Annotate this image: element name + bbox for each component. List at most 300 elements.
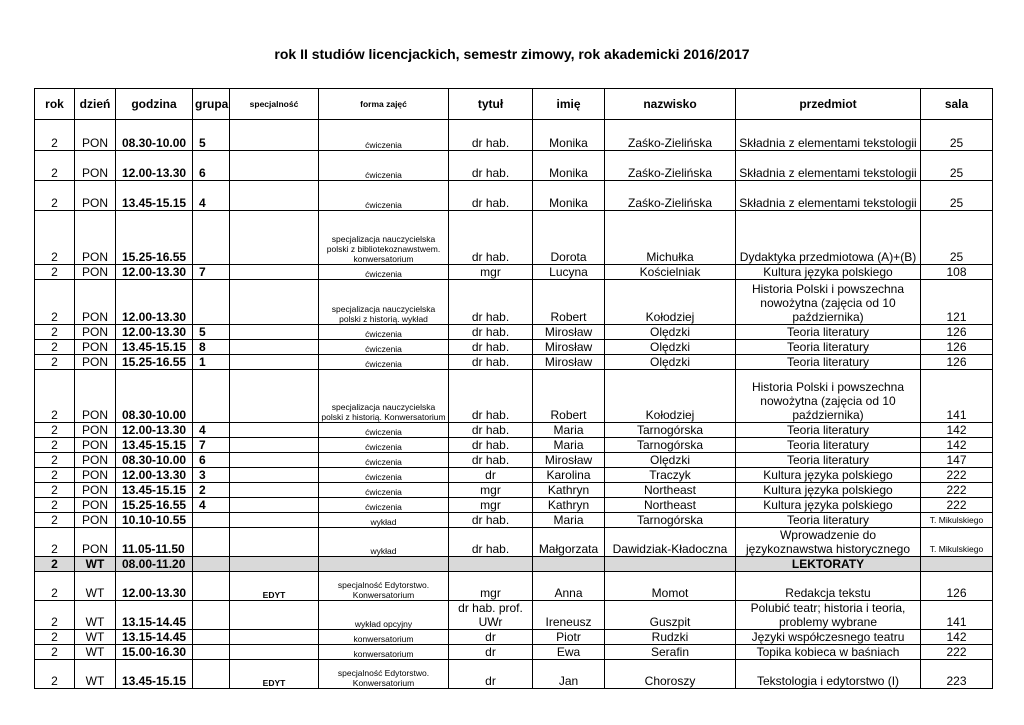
cell-tytul: dr hab. bbox=[449, 211, 533, 265]
header-sala: sala bbox=[921, 89, 993, 120]
cell-przedmiot: Składnia z elementami tekstologii bbox=[736, 151, 921, 181]
cell-przedmiot: Języki współczesnego teatru bbox=[736, 630, 921, 645]
cell-sala: 25 bbox=[921, 211, 993, 265]
cell-godzina: 13.45-15.15 bbox=[116, 181, 193, 211]
cell-tytul: dr hab. bbox=[449, 340, 533, 355]
cell-grupa: 4 bbox=[193, 181, 230, 211]
cell-forma: ćwiczenia bbox=[319, 120, 449, 151]
cell-grupa: 7 bbox=[193, 265, 230, 280]
table-row bbox=[35, 453, 993, 468]
cell-spec bbox=[230, 468, 319, 483]
table-row bbox=[35, 211, 993, 265]
cell-forma: ćwiczenia bbox=[319, 438, 449, 453]
cell-grupa: 5 bbox=[193, 120, 230, 151]
table-row bbox=[35, 572, 993, 601]
cell-przedmiot: Składnia z elementami tekstologii bbox=[736, 181, 921, 211]
cell-godzina: 12.00-13.30 bbox=[116, 572, 193, 601]
cell-nazwisko: Momot bbox=[605, 572, 736, 601]
cell-spec bbox=[230, 181, 319, 211]
cell-dzien: PON bbox=[75, 370, 116, 423]
cell-dzien: PON bbox=[75, 211, 116, 265]
cell-spec bbox=[230, 498, 319, 513]
cell-przedmiot: Redakcja tekstu bbox=[736, 572, 921, 601]
cell-przedmiot: Wprowadzenie do językoznawstwa historycznego bbox=[736, 528, 921, 557]
cell-nazwisko: Northeast bbox=[605, 483, 736, 498]
table-row bbox=[35, 557, 993, 572]
cell-sala: 126 bbox=[921, 325, 993, 340]
cell-sala: 121 bbox=[921, 280, 993, 325]
table-row bbox=[35, 528, 993, 557]
cell-godzina: 11.05-11.50 bbox=[116, 528, 193, 557]
cell-dzien: PON bbox=[75, 325, 116, 340]
cell-godzina: 08.30-10.00 bbox=[116, 453, 193, 468]
cell-spec bbox=[230, 280, 319, 325]
cell-forma: ćwiczenia bbox=[319, 265, 449, 280]
cell-sala bbox=[921, 557, 993, 572]
cell-nazwisko: Zaśko-Zielińska bbox=[605, 181, 736, 211]
cell-tytul: mgr bbox=[449, 498, 533, 513]
cell-tytul: dr hab. bbox=[449, 151, 533, 181]
table-row bbox=[35, 423, 993, 438]
table-row bbox=[35, 151, 993, 181]
schedule-table bbox=[34, 88, 993, 689]
cell-tytul: dr hab. bbox=[449, 355, 533, 370]
header-tytul: tytuł bbox=[449, 89, 533, 120]
cell-rok: 2 bbox=[35, 181, 75, 211]
cell-godzina: 13.45-15.15 bbox=[116, 483, 193, 498]
cell-grupa bbox=[193, 211, 230, 265]
cell-nazwisko: Choroszy bbox=[605, 660, 736, 689]
cell-sala: 222 bbox=[921, 498, 993, 513]
cell-nazwisko: Northeast bbox=[605, 498, 736, 513]
cell-dzien: WT bbox=[75, 660, 116, 689]
cell-przedmiot: Teoria literatury bbox=[736, 438, 921, 453]
cell-rok: 2 bbox=[35, 630, 75, 645]
cell-godzina: 12.00-13.30 bbox=[116, 151, 193, 181]
cell-rok: 2 bbox=[35, 468, 75, 483]
cell-nazwisko: Olędzki bbox=[605, 453, 736, 468]
cell-spec bbox=[230, 438, 319, 453]
cell-tytul: dr hab. bbox=[449, 181, 533, 211]
cell-grupa: 5 bbox=[193, 325, 230, 340]
cell-sala: 25 bbox=[921, 181, 993, 211]
cell-tytul: dr hab. bbox=[449, 513, 533, 528]
cell-grupa: 6 bbox=[193, 453, 230, 468]
cell-imie: Robert bbox=[533, 370, 605, 423]
cell-imie: Maria bbox=[533, 423, 605, 438]
cell-imie: Kathryn bbox=[533, 483, 605, 498]
cell-dzien: PON bbox=[75, 181, 116, 211]
cell-imie: Maria bbox=[533, 438, 605, 453]
cell-rok: 2 bbox=[35, 438, 75, 453]
cell-sala: 126 bbox=[921, 340, 993, 355]
cell-rok: 2 bbox=[35, 557, 75, 572]
cell-dzien: PON bbox=[75, 513, 116, 528]
cell-godzina: 12.00-13.30 bbox=[116, 265, 193, 280]
cell-imie: Jan bbox=[533, 660, 605, 689]
cell-imie: Dorota bbox=[533, 211, 605, 265]
cell-nazwisko: Tarnogórska bbox=[605, 513, 736, 528]
table-row bbox=[35, 438, 993, 453]
cell-tytul: dr bbox=[449, 630, 533, 645]
cell-spec bbox=[230, 340, 319, 355]
cell-tytul: dr hab. bbox=[449, 453, 533, 468]
cell-godzina: 13.45-15.15 bbox=[116, 340, 193, 355]
cell-dzien: PON bbox=[75, 280, 116, 325]
cell-nazwisko: Dawidziak-Kładoczna bbox=[605, 528, 736, 557]
cell-grupa: 3 bbox=[193, 468, 230, 483]
cell-imie: Robert bbox=[533, 280, 605, 325]
cell-rok: 2 bbox=[35, 498, 75, 513]
cell-sala: 142 bbox=[921, 423, 993, 438]
cell-grupa: 8 bbox=[193, 340, 230, 355]
cell-grupa bbox=[193, 528, 230, 557]
cell-forma: ćwiczenia bbox=[319, 483, 449, 498]
cell-sala: 222 bbox=[921, 468, 993, 483]
cell-spec: EDYT bbox=[230, 660, 319, 689]
cell-przedmiot: Historia Polski i powszechna nowożytna (zajęcia od 10 października) bbox=[736, 370, 921, 423]
cell-forma: konwersatorium bbox=[319, 645, 449, 660]
cell-forma: wykład bbox=[319, 513, 449, 528]
cell-rok: 2 bbox=[35, 355, 75, 370]
cell-rok: 2 bbox=[35, 660, 75, 689]
cell-spec bbox=[230, 151, 319, 181]
cell-nazwisko: Zaśko-Zielińska bbox=[605, 120, 736, 151]
cell-nazwisko: Michułka bbox=[605, 211, 736, 265]
cell-forma: ćwiczenia bbox=[319, 453, 449, 468]
cell-imie: Monika bbox=[533, 151, 605, 181]
table-row bbox=[35, 498, 993, 513]
header-dzien: dzień bbox=[75, 89, 116, 120]
header-grupa: grupa bbox=[193, 89, 230, 120]
cell-nazwisko: Kościelniak bbox=[605, 265, 736, 280]
cell-dzien: PON bbox=[75, 528, 116, 557]
cell-grupa: 4 bbox=[193, 498, 230, 513]
cell-dzien: WT bbox=[75, 572, 116, 601]
cell-dzien: WT bbox=[75, 630, 116, 645]
cell-sala: 25 bbox=[921, 151, 993, 181]
table-row bbox=[35, 601, 993, 630]
cell-imie: Mirosław bbox=[533, 340, 605, 355]
cell-sala: 141 bbox=[921, 601, 993, 630]
cell-przedmiot: Dydaktyka przedmiotowa (A)+(B) bbox=[736, 211, 921, 265]
cell-spec bbox=[230, 557, 319, 572]
cell-grupa bbox=[193, 557, 230, 572]
header-nazwisko: nazwisko bbox=[605, 89, 736, 120]
cell-spec bbox=[230, 325, 319, 340]
cell-rok: 2 bbox=[35, 370, 75, 423]
cell-forma: ćwiczenia bbox=[319, 151, 449, 181]
cell-grupa bbox=[193, 513, 230, 528]
table-row bbox=[35, 660, 993, 689]
cell-sala: T. Mikulskiego bbox=[921, 528, 993, 557]
cell-forma: ćwiczenia bbox=[319, 181, 449, 211]
cell-przedmiot: Teoria literatury bbox=[736, 513, 921, 528]
cell-sala: 25 bbox=[921, 120, 993, 151]
cell-grupa bbox=[193, 601, 230, 630]
cell-godzina: 15.25-16.55 bbox=[116, 211, 193, 265]
cell-nazwisko: Traczyk bbox=[605, 468, 736, 483]
cell-dzien: PON bbox=[75, 265, 116, 280]
cell-imie: Ireneusz bbox=[533, 601, 605, 630]
cell-spec bbox=[230, 483, 319, 498]
cell-spec bbox=[230, 211, 319, 265]
cell-spec bbox=[230, 370, 319, 423]
cell-godzina: 12.00-13.30 bbox=[116, 325, 193, 340]
cell-dzien: PON bbox=[75, 483, 116, 498]
cell-godzina: 15.25-16.55 bbox=[116, 355, 193, 370]
cell-tytul: dr hab. bbox=[449, 528, 533, 557]
cell-forma: ćwiczenia bbox=[319, 355, 449, 370]
header-imie: imię bbox=[533, 89, 605, 120]
cell-imie: Małgorzata bbox=[533, 528, 605, 557]
cell-nazwisko: Serafin bbox=[605, 645, 736, 660]
cell-przedmiot: Teoria literatury bbox=[736, 453, 921, 468]
cell-imie: Mirosław bbox=[533, 453, 605, 468]
cell-forma: ćwiczenia bbox=[319, 423, 449, 438]
cell-rok: 2 bbox=[35, 453, 75, 468]
table-row bbox=[35, 355, 993, 370]
cell-forma bbox=[319, 557, 449, 572]
cell-grupa: 2 bbox=[193, 483, 230, 498]
cell-grupa: 7 bbox=[193, 438, 230, 453]
cell-tytul: dr bbox=[449, 468, 533, 483]
cell-dzien: PON bbox=[75, 340, 116, 355]
header-forma: forma zajęć bbox=[319, 89, 449, 120]
cell-tytul: mgr bbox=[449, 572, 533, 601]
cell-nazwisko bbox=[605, 557, 736, 572]
table-row bbox=[35, 630, 993, 645]
table-row bbox=[35, 468, 993, 483]
cell-nazwisko: Rudzki bbox=[605, 630, 736, 645]
cell-godzina: 13.15-14.45 bbox=[116, 601, 193, 630]
cell-grupa bbox=[193, 630, 230, 645]
cell-forma: specjalność Edytorstwo. Konwersatorium bbox=[319, 572, 449, 601]
cell-imie: Anna bbox=[533, 572, 605, 601]
cell-dzien: PON bbox=[75, 453, 116, 468]
cell-godzina: 08.30-10.00 bbox=[116, 370, 193, 423]
cell-sala: 142 bbox=[921, 438, 993, 453]
cell-imie: Mirosław bbox=[533, 325, 605, 340]
cell-spec bbox=[230, 423, 319, 438]
cell-rok: 2 bbox=[35, 483, 75, 498]
cell-nazwisko: Zaśko-Zielińska bbox=[605, 151, 736, 181]
cell-spec bbox=[230, 601, 319, 630]
cell-grupa: 4 bbox=[193, 423, 230, 438]
cell-sala: 222 bbox=[921, 483, 993, 498]
table-row bbox=[35, 181, 993, 211]
cell-godzina: 08.30-10.00 bbox=[116, 120, 193, 151]
cell-nazwisko: Olędzki bbox=[605, 325, 736, 340]
cell-tytul: dr hab. bbox=[449, 423, 533, 438]
cell-rok: 2 bbox=[35, 528, 75, 557]
cell-spec bbox=[230, 645, 319, 660]
cell-spec bbox=[230, 265, 319, 280]
cell-godzina: 10.10-10.55 bbox=[116, 513, 193, 528]
cell-tytul: dr hab. bbox=[449, 370, 533, 423]
cell-przedmiot: Składnia z elementami tekstologii bbox=[736, 120, 921, 151]
cell-tytul: dr hab. prof. UWr bbox=[449, 601, 533, 630]
cell-rok: 2 bbox=[35, 645, 75, 660]
cell-imie: Monika bbox=[533, 181, 605, 211]
cell-rok: 2 bbox=[35, 151, 75, 181]
cell-imie: Kathryn bbox=[533, 498, 605, 513]
cell-przedmiot: Teoria literatury bbox=[736, 355, 921, 370]
cell-godzina: 13.45-15.15 bbox=[116, 438, 193, 453]
cell-godzina: 08.00-11.20 bbox=[116, 557, 193, 572]
cell-tytul: dr hab. bbox=[449, 120, 533, 151]
cell-spec bbox=[230, 513, 319, 528]
cell-dzien: PON bbox=[75, 151, 116, 181]
cell-forma: ćwiczenia bbox=[319, 325, 449, 340]
cell-rok: 2 bbox=[35, 120, 75, 151]
cell-imie: Monika bbox=[533, 120, 605, 151]
cell-sala: 126 bbox=[921, 355, 993, 370]
schedule-body bbox=[35, 120, 993, 689]
cell-forma: ćwiczenia bbox=[319, 340, 449, 355]
cell-tytul: dr bbox=[449, 660, 533, 689]
cell-forma: specjalizacja nauczycielska polski z historią. wykład bbox=[319, 280, 449, 325]
cell-nazwisko: Guszpit bbox=[605, 601, 736, 630]
table-row bbox=[35, 340, 993, 355]
cell-tytul: mgr bbox=[449, 265, 533, 280]
cell-sala: 223 bbox=[921, 660, 993, 689]
header-rok: rok bbox=[35, 89, 75, 120]
table-row bbox=[35, 325, 993, 340]
cell-forma: specjalizacja nauczycielska polski z historią. Konwersatorium bbox=[319, 370, 449, 423]
cell-spec: EDYT bbox=[230, 572, 319, 601]
cell-rok: 2 bbox=[35, 280, 75, 325]
cell-rok: 2 bbox=[35, 211, 75, 265]
cell-sala: 141 bbox=[921, 370, 993, 423]
cell-imie bbox=[533, 557, 605, 572]
cell-godzina: 12.00-13.30 bbox=[116, 468, 193, 483]
cell-dzien: WT bbox=[75, 601, 116, 630]
page-title: rok II studiów licencjackich, semestr zimowy, rok akademicki 2016/2017 bbox=[274, 46, 750, 62]
cell-grupa bbox=[193, 280, 230, 325]
cell-przedmiot: Historia Polski i powszechna nowożytna (zajęcia od 10 października) bbox=[736, 280, 921, 325]
cell-imie: Ewa bbox=[533, 645, 605, 660]
cell-forma: specjalność Edytorstwo. Konwersatorium bbox=[319, 660, 449, 689]
table-row bbox=[35, 265, 993, 280]
cell-spec bbox=[230, 630, 319, 645]
table-row bbox=[35, 483, 993, 498]
table-row bbox=[35, 513, 993, 528]
cell-nazwisko: Kołodziej bbox=[605, 280, 736, 325]
cell-dzien: PON bbox=[75, 498, 116, 513]
header-specjalnosc: specjalność bbox=[230, 89, 319, 120]
cell-dzien: WT bbox=[75, 645, 116, 660]
cell-sala: 147 bbox=[921, 453, 993, 468]
cell-rok: 2 bbox=[35, 513, 75, 528]
cell-spec bbox=[230, 528, 319, 557]
cell-grupa bbox=[193, 370, 230, 423]
cell-rok: 2 bbox=[35, 423, 75, 438]
cell-grupa: 1 bbox=[193, 355, 230, 370]
cell-godzina: 15.00-16.30 bbox=[116, 645, 193, 660]
cell-przedmiot: Tekstologia i edytorstwo (I) bbox=[736, 660, 921, 689]
cell-nazwisko: Tarnogórska bbox=[605, 438, 736, 453]
cell-tytul: dr hab. bbox=[449, 438, 533, 453]
cell-przedmiot: Kultura języka polskiego bbox=[736, 483, 921, 498]
cell-przedmiot: Kultura języka polskiego bbox=[736, 468, 921, 483]
cell-spec bbox=[230, 120, 319, 151]
cell-przedmiot: Polubić teatr; historia i teoria, problemy wybrane bbox=[736, 601, 921, 630]
cell-imie: Mirosław bbox=[533, 355, 605, 370]
cell-nazwisko: Olędzki bbox=[605, 340, 736, 355]
table-row bbox=[35, 645, 993, 660]
table-row bbox=[35, 280, 993, 325]
cell-nazwisko: Kołodziej bbox=[605, 370, 736, 423]
cell-godzina: 13.45-15.15 bbox=[116, 660, 193, 689]
cell-dzien: PON bbox=[75, 438, 116, 453]
cell-tytul bbox=[449, 557, 533, 572]
cell-przedmiot: Teoria literatury bbox=[736, 325, 921, 340]
cell-dzien: PON bbox=[75, 423, 116, 438]
cell-sala: 126 bbox=[921, 572, 993, 601]
header-godzina: godzina bbox=[116, 89, 193, 120]
header-przedmiot: przedmiot bbox=[736, 89, 921, 120]
cell-dzien: PON bbox=[75, 468, 116, 483]
table-row bbox=[35, 120, 993, 151]
cell-imie: Lucyna bbox=[533, 265, 605, 280]
cell-rok: 2 bbox=[35, 340, 75, 355]
cell-forma: ćwiczenia bbox=[319, 468, 449, 483]
cell-przedmiot: LEKTORATY bbox=[736, 557, 921, 572]
cell-sala: 222 bbox=[921, 645, 993, 660]
cell-forma: wykład opcyjny bbox=[319, 601, 449, 630]
cell-nazwisko: Tarnogórska bbox=[605, 423, 736, 438]
cell-przedmiot: Teoria literatury bbox=[736, 423, 921, 438]
cell-przedmiot: Topika kobieca w baśniach bbox=[736, 645, 921, 660]
cell-dzien: PON bbox=[75, 355, 116, 370]
cell-forma: specjalizacja nauczycielska polski z bibliotekoznawstwem. konwersatorium bbox=[319, 211, 449, 265]
cell-dzien: PON bbox=[75, 120, 116, 151]
cell-przedmiot: Teoria literatury bbox=[736, 340, 921, 355]
cell-tytul: dr hab. bbox=[449, 325, 533, 340]
cell-imie: Karolina bbox=[533, 468, 605, 483]
cell-sala: 142 bbox=[921, 630, 993, 645]
cell-przedmiot: Kultura języka polskiego bbox=[736, 265, 921, 280]
cell-forma: konwersatorium bbox=[319, 630, 449, 645]
cell-godzina: 13.15-14.45 bbox=[116, 630, 193, 645]
cell-rok: 2 bbox=[35, 572, 75, 601]
cell-godzina: 15.25-16.55 bbox=[116, 498, 193, 513]
cell-grupa bbox=[193, 645, 230, 660]
cell-sala: 108 bbox=[921, 265, 993, 280]
cell-godzina: 12.00-13.30 bbox=[116, 423, 193, 438]
cell-tytul: dr hab. bbox=[449, 280, 533, 325]
cell-rok: 2 bbox=[35, 601, 75, 630]
table-row bbox=[35, 370, 993, 423]
cell-sala: T. Mikulskiego bbox=[921, 513, 993, 528]
cell-godzina: 12.00-13.30 bbox=[116, 280, 193, 325]
cell-grupa bbox=[193, 660, 230, 689]
cell-spec bbox=[230, 355, 319, 370]
cell-tytul: dr bbox=[449, 645, 533, 660]
cell-rok: 2 bbox=[35, 325, 75, 340]
cell-grupa bbox=[193, 572, 230, 601]
cell-spec bbox=[230, 453, 319, 468]
cell-imie: Maria bbox=[533, 513, 605, 528]
header-row bbox=[35, 89, 993, 120]
cell-nazwisko: Olędzki bbox=[605, 355, 736, 370]
cell-imie: Piotr bbox=[533, 630, 605, 645]
cell-forma: ćwiczenia bbox=[319, 498, 449, 513]
cell-dzien: WT bbox=[75, 557, 116, 572]
cell-rok: 2 bbox=[35, 265, 75, 280]
cell-przedmiot: Kultura języka polskiego bbox=[736, 498, 921, 513]
